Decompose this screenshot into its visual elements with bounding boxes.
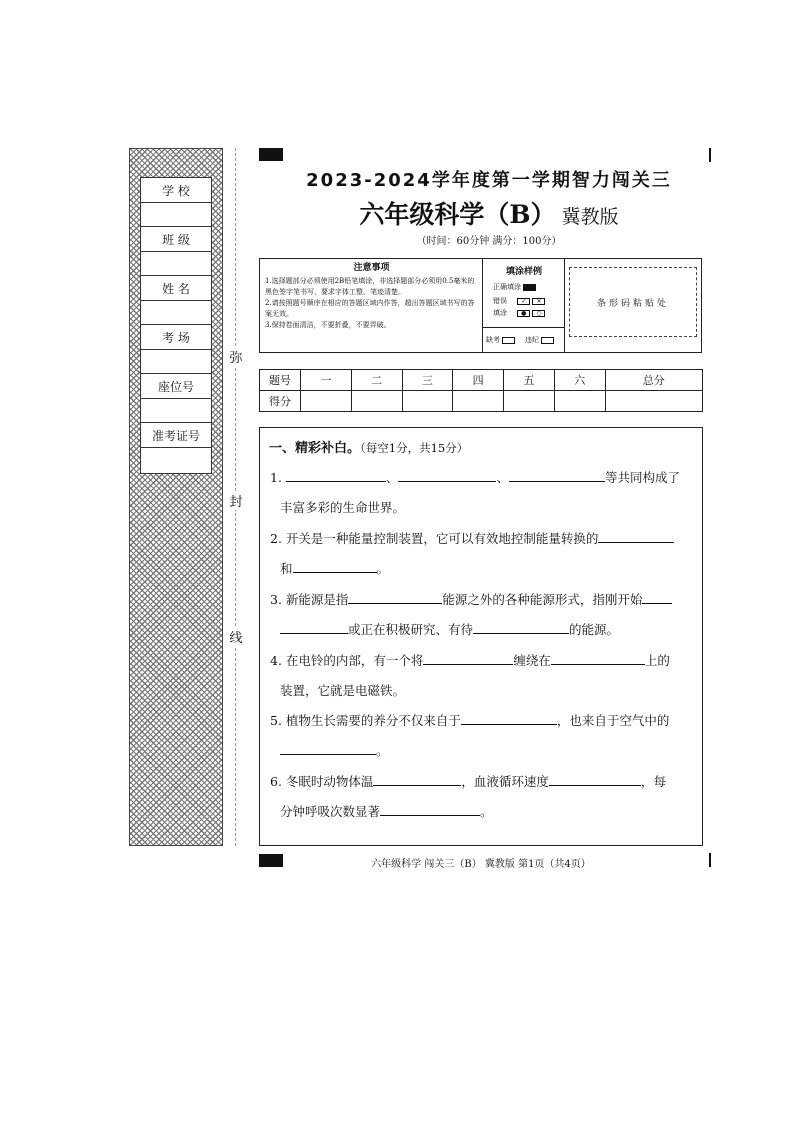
answer-blank[interactable]	[423, 652, 513, 665]
answer-blank[interactable]	[551, 652, 645, 665]
score-header-4: 四	[453, 370, 504, 391]
answer-blank[interactable]	[293, 560, 377, 573]
seal-char-mi: 弥	[228, 347, 244, 366]
page-title	[259, 195, 719, 231]
score-header-1: 一	[301, 370, 352, 391]
correct-fill-sample	[493, 282, 536, 292]
notice-item-1: 1.选择题部分必须使用2B铅笔填涂，非选择题部分必须用0.5毫米的黑色签字笔书写，要求字体工整、笔迹清楚。	[265, 277, 475, 296]
tick-mark-bottom	[709, 853, 711, 867]
q1-number: 1.	[270, 470, 282, 485]
page-footer: 六年级科学 闯关三（B） 冀教版 第1页（共4页）	[371, 859, 591, 870]
violation-box[interactable]	[541, 337, 554, 344]
score-cell[interactable]	[504, 391, 555, 412]
score-table	[259, 369, 703, 412]
question-6	[270, 772, 666, 790]
school-label: 学 校	[141, 178, 211, 203]
score-header-6: 六	[554, 370, 605, 391]
q6-text: 6. 冬眠时动物体温	[270, 774, 374, 789]
question-2-cont	[280, 559, 389, 577]
q6-text: ，每	[640, 774, 666, 789]
exam-series-title: 2023-2024学年度第一学期智力闯关三	[306, 170, 672, 191]
score-cell[interactable]	[453, 391, 504, 412]
q6-text: ，血液循环速度	[461, 774, 549, 789]
answer-blank[interactable]	[280, 621, 348, 634]
question-1	[270, 468, 680, 486]
time-score-info: （时间：60分钟 满分：100分）	[416, 236, 562, 247]
q1-text: 、	[496, 470, 509, 485]
score-cell[interactable]	[351, 391, 402, 412]
exam-room-label: 考 场	[141, 325, 211, 350]
q5-text: 5. 植物生长需要的养分不仅来自于	[270, 713, 461, 728]
answer-blank[interactable]	[473, 621, 569, 634]
score-header-5: 五	[504, 370, 555, 391]
tick-mark-top	[709, 148, 711, 162]
school-field[interactable]	[141, 203, 211, 227]
notice-title: 注意事项	[353, 263, 390, 273]
answer-blank[interactable]	[642, 591, 672, 604]
seat-number-label: 座位号	[141, 374, 211, 399]
answer-blank[interactable]	[509, 469, 605, 482]
notice-item-3: 3.保持卷面清洁，不要折叠，不要弄破。	[265, 321, 391, 329]
score-cell[interactable]	[554, 391, 605, 412]
answer-blank[interactable]	[380, 803, 480, 816]
score-table-score-row	[260, 391, 703, 412]
q5-text: 。	[376, 743, 389, 758]
score-cell[interactable]	[402, 391, 453, 412]
fill-sample-area	[483, 259, 565, 352]
question-3-cont	[280, 620, 619, 638]
alignment-mark-top	[259, 148, 283, 161]
absent-label: 缺考	[486, 336, 500, 344]
question-6-cont	[280, 802, 493, 820]
answer-blank[interactable]	[549, 773, 641, 786]
score-table-header-row	[260, 370, 703, 391]
q1-text: 、	[385, 470, 399, 485]
question-section	[259, 427, 703, 846]
question-3	[270, 590, 672, 608]
question-2	[270, 529, 674, 547]
dot-box-icon: ●	[517, 310, 530, 317]
q2-text: 2. 开关是一种能量控制装置，它可以有效地控制能量转换的	[270, 531, 599, 546]
wrong-fill-sample-1	[493, 296, 545, 306]
answer-blank[interactable]	[598, 530, 674, 543]
exam-room-field[interactable]	[141, 350, 211, 374]
filled-box-icon	[523, 284, 536, 291]
answer-blank[interactable]	[348, 591, 442, 604]
fill-sample-title: 填涂样例	[505, 267, 542, 277]
wrong-fill-label-2: 填涂	[493, 309, 507, 317]
question-1-cont: 丰富多彩的生命世界。	[280, 500, 406, 515]
class-label: 班 级	[141, 227, 211, 252]
section-title	[269, 437, 468, 456]
q4-text: 上的	[644, 653, 670, 668]
notice-instructions	[260, 259, 483, 352]
answer-blank[interactable]	[286, 469, 386, 482]
answer-blank[interactable]	[373, 773, 461, 786]
q1-text: 等共同构成了	[604, 470, 680, 485]
class-field[interactable]	[141, 252, 211, 276]
score-cell[interactable]	[301, 391, 352, 412]
score-header-2: 二	[351, 370, 402, 391]
answer-blank[interactable]	[280, 742, 376, 755]
absent-marker	[486, 335, 515, 345]
answer-blank[interactable]	[398, 469, 496, 482]
correct-fill-label: 正确填涂	[493, 283, 521, 291]
score-cell-total[interactable]	[605, 391, 702, 412]
answer-blank[interactable]	[461, 712, 557, 725]
notice-box	[259, 258, 702, 353]
question-4-cont: 装置，它就是电磁铁。	[280, 683, 406, 698]
name-label: 姓 名	[141, 276, 211, 301]
student-info-box	[140, 177, 212, 474]
circle-box-icon: ○	[532, 310, 545, 317]
barcode-label: 条形码粘贴处	[596, 298, 669, 309]
seal-char-feng: 封	[228, 491, 244, 510]
score-header-question: 题号	[260, 370, 301, 391]
section-score-note: （每空1分，共15分）	[360, 441, 469, 455]
question-5-cont	[280, 741, 389, 759]
notice-item-2: 2.请按照题号顺序在相应的答题区域内作答，超出答题区域书写的答案无效。	[265, 299, 475, 318]
subject-title: 六年级科学（B）	[359, 200, 556, 229]
violation-marker	[525, 335, 554, 345]
q6-text: 分钟呼吸次数显著	[280, 804, 381, 819]
q3-text: 的能源。	[569, 622, 620, 637]
q4-text: 4. 在电铃的内部，有一个将	[270, 653, 424, 668]
q3-text: 或正在积极研究、有待	[348, 622, 474, 637]
wrong-fill-label-1: 错误	[493, 297, 507, 305]
q3-text: 3. 新能源是指	[270, 592, 349, 607]
admission-number-field[interactable]	[141, 448, 211, 472]
question-5	[270, 711, 669, 729]
admission-number-label: 准考证号	[141, 423, 211, 448]
seal-char-xian: 线	[228, 627, 244, 646]
q2-text: 和	[280, 561, 293, 576]
absent-box[interactable]	[502, 337, 515, 344]
violation-label: 违纪	[525, 336, 539, 344]
edition-label: 冀教版	[561, 206, 619, 228]
fill-sample-divider	[483, 327, 564, 328]
q4-text: 缠绕在	[513, 653, 551, 668]
name-field[interactable]	[141, 301, 211, 325]
q2-text: 。	[376, 561, 390, 576]
cross-box-icon: ✕	[532, 298, 545, 305]
score-header-total: 总分	[605, 370, 702, 391]
q5-text: ，也来自于空气中的	[556, 713, 670, 728]
score-row-label: 得分	[260, 391, 301, 412]
score-header-3: 三	[402, 370, 453, 391]
seat-number-field[interactable]	[141, 399, 211, 423]
wrong-fill-sample-2	[493, 308, 545, 318]
barcode-area	[569, 267, 697, 337]
section-heading: 一、精彩补白。	[269, 441, 361, 456]
q3-text: 能源之外的各种能源形式，指刚开始	[442, 592, 643, 607]
q6-text: 。	[480, 804, 493, 819]
question-4	[270, 651, 670, 669]
check-box-icon: ✓	[517, 298, 530, 305]
